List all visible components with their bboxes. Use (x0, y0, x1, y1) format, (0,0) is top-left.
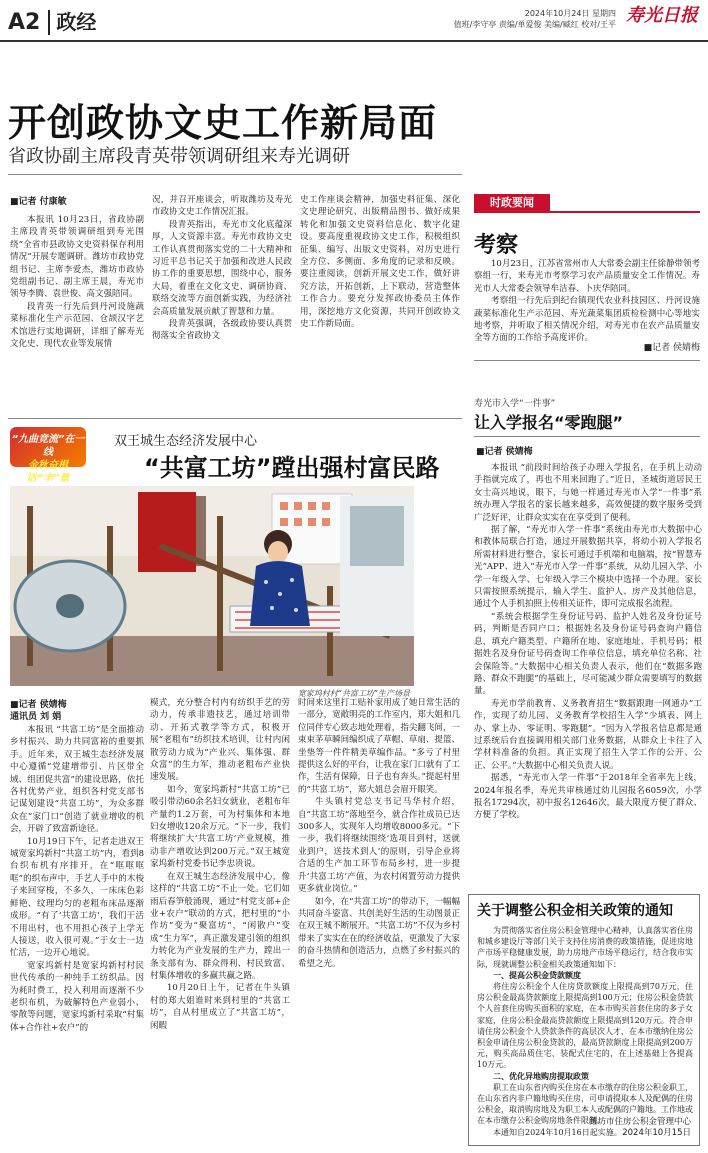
sidebar-kc-sign: ■记者 侯婧梅 (643, 343, 700, 353)
enroll-kicker: 寿光市入学“一件事” (474, 399, 556, 409)
sidebar-label: 时政要闻 (474, 194, 550, 212)
notice-sign-org: 潍坊市住房公积金管理中心 (588, 1117, 691, 1127)
paragraph: 寿光市学前教育、义务教育招生“数据跟跑一网通办”工作，实现了幼儿园、义务教育学校招生入学“少填表、网上办、掌上办、零证明、零跑腿”。“因为入学报名信息都是通过系统后台直接调用相关部门业务数据，从群众上卡往了入学材料准备的负担。真正实现了招生入学工作的公开、公正、公平。”大数据中心相关负责人说。 (474, 698, 702, 771)
paragraph: 段青英指出，寿光市文化底蕴深厚，人文资源丰富。寿光市政协文史工作认真贯彻落实党的二十大精神和习近平总书记关于加强和改进人民政协工作的重要思想，围绕中心，服务大局，着重在文化文史、调研协商、联络交流等方面创新实践，为经济社会高质量发展贡献了智慧和力量。 (152, 219, 292, 317)
story2-column-3 (298, 697, 460, 1148)
lead-column-2 (152, 194, 292, 414)
paragraph: 如今，在“共富工坊”的带动下，一幅幅共同奋斗姿富、共创美好生活的生动图景正在双王城不断展开。“共富工坊”不仅为乡村带来了实实在在的经济收益，更激发了大家的奋斗热情和创造活力，点燃了乡村振兴的希望之光。 (298, 896, 460, 969)
paragraph: 史工作座谈会精神，加强史料征集、深化文史理论研究、出版精品图书、做好成果转化和加强文史资料信息化、数字化建设。要高度重视政协文史工作，积极组织征集、编写、出版文史资料，对历史进行全方位、多侧面、多角度的记录和反映。要注重阅读，创新开展文史工作，做好讲究方法，开拓创新，上下联动，营造整体工作合力。要充分发挥政协委员主体作用，深挖地方文化资源，共同开创政协文史工作新局面。 (300, 195, 460, 330)
paragraph: 本报讯 “共富工坊”是全面推动乡村振兴、助力共同富裕的重要抓手。近年来，双王城生态经济发展中心遵循“党建增带引、片区带全域、组团促共富”的建设思路，依托各村优势产业，组织各村党支部书记谋划建设“共富工坊”，为众多群众在“家门口”创造了就业增收的机会，开辟了致富新途径。 (10, 725, 144, 835)
story2-headline: “共富工坊”蹚出强村富民路 (144, 454, 440, 482)
lead-rule (8, 174, 462, 175)
paragraph: 模式，充分整合村内有纺织手艺的劳动力，传承非遗技艺，通过培训带动、开拓式教学等方式，积极开展“老粗布”纺织技术培训，让村内闲散劳动力成为“产业兴、集体强、群众富”的生力军，推动老粗布产业快速发展。 (150, 698, 290, 783)
lead-column-1 (10, 214, 144, 414)
paragraph: 在双王城生态经济发展中心，像这样的“共富工坊”不止一处。它们如雨后春笋般涌现，通过“村党支部+企业+农户”联动的方式，把村里的“小作坊”变为“聚富坊”，“闲散户”变成“生力军”，真正激发建引领的组织力转化为产业发展的生产力，蹚出一条支部有为、群众得利、村民致富、村集体增收的多赢共赢之路。 (150, 871, 290, 981)
badge-line-2: 金秋奋楫话“丰”景 (26, 460, 70, 484)
paragraph: 本报讯 10月23日，省政协副主席段青英带领调研组到寿光围绕“全省市县政协文史资料保存利用情况”开展专题调研。潍坊市政协党组书记、主席李爱杰，潍坊市政协党组副书记、副主席王晨，寿光市领导李腾、袁世俊、高文强陪同。 (10, 215, 144, 300)
notice-box (468, 894, 700, 1146)
enroll-rule (474, 436, 700, 437)
page-number: A2 (8, 10, 50, 35)
story2-rule (8, 418, 462, 419)
paragraph: 宽家坞新村是宽家坞新村村民世代传承的一种纯手工纺织品。因为耗时费工，投入利用而逐渐不少老织布机，为破解特色产业弱小、零散等问题，宽家坞新村采取“村集体+合作社+农户”的 (10, 960, 144, 1033)
paragraph: 考察组一行先后到纪台镇现代农业科技园区、丹河设施蔬菜标准化生产示范园、寿光蔬菜集团质检检测中心等地实地考察，并听取了相关情况介绍，对寿光市在农产品质量安全等方面的工作给予高度评价。 (474, 296, 700, 344)
editors-line: 值班/李守亭 责编/单爱俊 美编/臧红 校对/王平 (453, 20, 616, 29)
paragraph: 10月20日上午，记者在牛头镇村的郑大姐谁时来到村里的“共富工坊”，自从村里成立了“共富工坊”，闲暇 (150, 983, 290, 1031)
paragraph: 况，并召开座谈会，听取潍坊及寿光市政协文史工作情况汇报。 (152, 195, 292, 218)
notice-sign-date: 2024年10月15日 (622, 1128, 691, 1138)
paragraph: 10月19日下午，记者走进双王城宽家坞新村“共富工坊”内，看到8台织布机有序排开，在“哐哐哐哐”的织布声中，手艺人手中的木梭子来回穿梭，不多久，一床床色彩鲜艳、纹理均匀的老粗布床品逐渐成形。“有了‘共富工坊’，我们干活不用出村，也不用担心孩子上学无人接送，收入很可观。”于女士一边忙活，一边开心地说。 (10, 836, 144, 959)
header-meta (438, 5, 698, 30)
header-rule (0, 40, 708, 42)
lead-headline: 开创政协文史工作新局面 (8, 101, 438, 145)
lead-column-3 (300, 194, 460, 414)
notice-heading-2: 二、优化异地购房提取政策 (493, 1070, 589, 1081)
story2-byline-2: 通讯员 刘 娟 (10, 712, 62, 722)
paragraph: 据了解，“寿光市入学一件事”系统由寿光市大数据中心和教体局联合打造，通过开展数据共享，将幼小初入学报名所需材料进行整合，家长可通过手机端和电脑端，按“智慧寿光”APP、进入“寿光市入学一件事”系统，从幼儿园入学、小学一年级入学、七年级入学三个模块中选择一个办理。家长只需按照系统提示，输入学生、监护人、房产及其他信息，通过个人手机拍照上传相关证件，即可完成报名流程。 (474, 525, 702, 610)
paragraph: 段青英强调，各级政协要认真贯彻落实全省政协文 (152, 319, 292, 342)
section-name: 政经 (56, 10, 97, 34)
weaving-workshop-photo (10, 486, 414, 686)
notice-signature (589, 1117, 691, 1139)
paragraph: 据悉，“寿光市入学一件事”于2018年全省率先上线，2024年报名季，寿光共审核通过幼儿园报名6059次，小学报名17294次，初中报名12646次，最大限度方便了群众、方便了学校。 (474, 773, 702, 821)
enroll-title: 让入学报名“零跑腿” (474, 413, 624, 432)
sidebar-rule (474, 360, 700, 361)
notice-paragraph-1: 将住房公积金个人住房贷款额度上限提高到70万元，住房公积金最高贷款额度上限提高到100万元；住房公积金贷款个人首套住房购买面积的家庭，在本市购买首套住房的多子女家庭，住房公积金最高贷款额度上限提高到120万元。符合申请住房公积金个人贷款条件的高层次人才，在本市缴纳住房公积金申请住房公积金贷款的，最高贷款额度上限提高到200万元，购买高品质住宅、装配式住宅的，在上述基础上各提高10万元。 (477, 982, 693, 1070)
story2-byline-1: ■记者 侯婧梅 (10, 700, 67, 710)
notice-body (477, 925, 693, 1138)
notice-title: 关于调整公积金相关政策的通知 (477, 903, 673, 919)
enroll-byline: ■记者 侯婧梅 (476, 447, 533, 457)
enroll-body (474, 462, 702, 880)
paragraph: 时间来这里打工贴补家用成了她日常生活的一部分，宽敞明亮的工作室内，郑大姐和几位同伴专心致志地处理着，指尖翻飞间，一束束茅草瞬间编织成了草帽、草扇、提篮、坐垫等一件件精美草编作品。“多亏了村里提供这么好的平台，让我在家门口就有了工作，生活有保障，日子也有奔头。”提起村里的“共富工坊”，郑大姐总会眉开眼笑。 (298, 698, 460, 795)
story2-kicker: 双王城生态经济发展中心 (114, 434, 258, 449)
lead-byline: ■记者 付康敏 (10, 197, 67, 207)
notice-heading-1: 一、提高公积金贷款额度 (493, 969, 581, 980)
page-tag (8, 6, 96, 36)
notice-paragraph-2: 职工在山东省内购买住房在本市缴存的住房公积金职工，在山东省内非户籍地购买住房，可申请提取本人及配偶的住房公积金，取消购房地及为职工本人或配偶的户籍地。工作地或在本市缴存公积金购房地条件限制。 (477, 1082, 693, 1126)
lead-subheadline: 省政协副主席段青英带领调研组来寿光调研 (8, 146, 350, 167)
paragraph: 10月23日，江苏省常州市人大常委会副主任徐静带领考察组一行，来寿光市考察学习农产品质量安全工作情况。寿光市人大常委会领导牟洁春、卜庆华陪同。 (474, 259, 700, 294)
newspaper-logo: 寿光日报 (626, 5, 698, 26)
badge-line-1: “九曲竞流”在一线 (11, 434, 85, 458)
paragraph: 牛头镇村党总支书记马华村介绍，自“共富工坊”落地至今，就合作社成员已达300多人，实现年人均增收8000多元。“下一步，我们将继续围绕‘选项目到村，送就业到户，送技术到人’的原则，引导企业将合适的生产加工环节布局乡村，进一步提升‘共富工坊’产值，为农村闲置劳动力提供更多就业岗位。” (298, 797, 460, 895)
notice-effective: 本通知自2024年10月16日起实施。 (493, 1127, 622, 1137)
sidebar-kc-title: 考察 (474, 233, 519, 258)
paragraph: “系统会根据学生身份证号码、监护人姓名及身份证号码，判断是否同户口；根据姓名及身份证号码查询户籍信息，填充户籍类型、户籍所在地、家庭地址、手机号码；根据姓名及身份证号码查询工作单位信息，填充单位名称、社会保险等。”大数据中心相关负责人表示，他们在“数据多跑路、群众不跑腿”的基础上，尽可能减少群众需要填写的数据量。 (474, 611, 702, 697)
story2-column-1 (10, 724, 144, 1148)
story2-column-2 (150, 697, 290, 1148)
campaign-badge (10, 427, 86, 484)
sidebar-kc-body (474, 258, 700, 344)
photo-illustration (10, 486, 414, 686)
photo-caption: 宽家坞村村“共富工坊”生产场景 (297, 689, 410, 698)
paragraph: 本报讯 “前段时间给孩子办理入学报名，在手机上动动手指就完成了，再也不用来回跑了。”近日，圣城街道居民王女士高兴地说，眼下，与她一样通过寿光市入学“一件事”系统办理入学报名的家长越来越多，高效便捷的数字服务受到广泛好评，让群众实实在在享受到了便利。 (474, 463, 702, 523)
sidebar-bar (474, 211, 700, 213)
issue-date: 2024年10月24日 星期四 (524, 9, 616, 18)
paragraph: 如今，宽家坞新村“共富工坊”已吸引带动60余名妇女就业，老粗布年产量约1.2万套，可为村集体和本地妇女增收120余万元。“下一步，我们将继续扩大‘共富工坊’产业规模，推动非产增收达到200万元。”双王城宽家坞新村党委书记李忠贵说。 (150, 784, 290, 870)
paragraph: 段青英一行先后到丹河设施蔬菜标准化生产示范园、仓颉汉字艺术馆进行实地调研，详细了解寿光文化史、现代农业等发展情 (10, 301, 144, 350)
notice-intro: 为贯彻落实省住房公积金管理中心精神，认真落实省住房和城乡建设厅等部门关于支持住房消费的政策措施，促进房地产市场平稳健康发展，助力房地产市场平稳运行，结合我市实际，现就调整公积金相关政策通知如下： (477, 926, 693, 969)
